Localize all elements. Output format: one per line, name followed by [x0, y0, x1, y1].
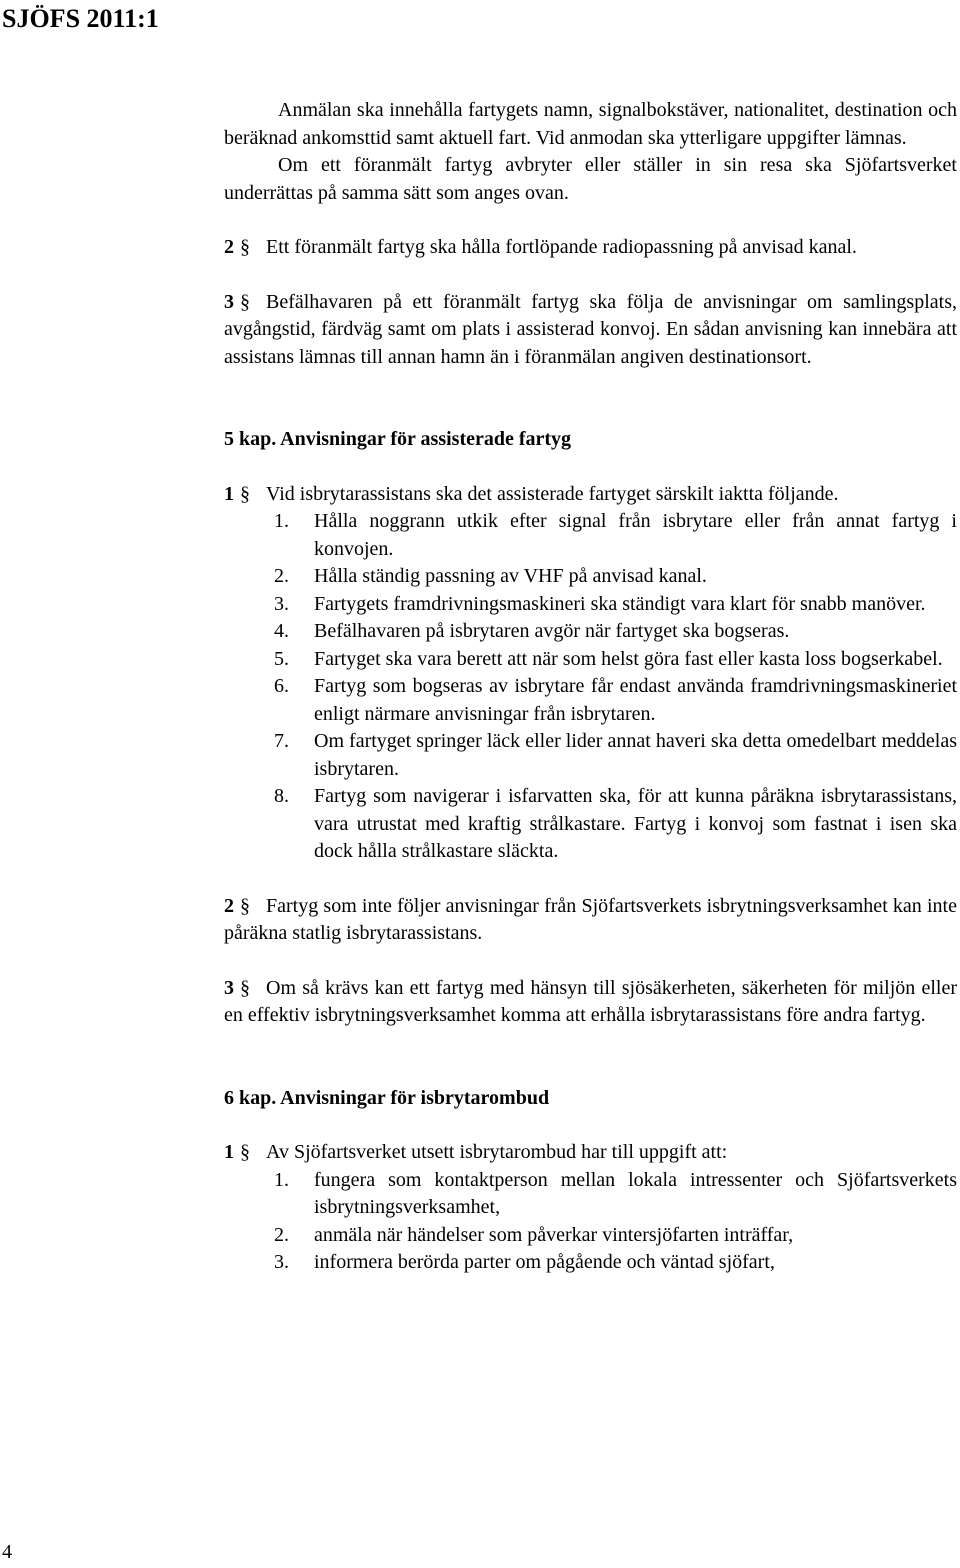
list-item-text: Fartyg som navigerar i isfarvatten ska, för att kunna påräkna isbrytarassistans, vara utrustat med kraftig strålkastare. Fartyg i konvoj som fastnat i isen ska dock hålla strålkastare släckta.: [314, 785, 957, 862]
section-text: Ett föranmält fartyg ska hålla fortlöpande radiopassning på anvisad kanal.: [266, 236, 857, 258]
list-item: [224, 1249, 957, 1277]
list-item: [224, 1222, 957, 1250]
ch5-list: [224, 508, 957, 866]
section-3-ch4: [224, 289, 957, 372]
list-item-text: anmäla när händelser som påverkar vintersjöfarten inträffar,: [314, 1223, 794, 1246]
section-symbol: §: [240, 290, 250, 313]
page-number: 4: [2, 1541, 12, 1563]
section-text: Om så krävs kan ett fartyg med hänsyn till sjösäkerheten, säkerheten för miljön eller en effektiv isbrytningsverksamhet komma att erhålla isbrytarassistans före andra fartyg.: [224, 976, 957, 1026]
list-item-number: 7.: [274, 730, 289, 752]
list-item-text: Fartyget ska vara berett att när som helst göra fast eller kasta loss bogserkabel.: [314, 647, 943, 670]
intro-paragraph-2: Om ett föranmält fartyg avbryter eller ställer in sin resa ska Sjöfartsverket underrättas på samma sätt som anges ovan.: [224, 154, 957, 204]
intro-paragraph-1: Anmälan ska innehålla fartygets namn, signalbokstäver, nationalitet, destination och beräknad ankomsttid samt aktuell fart. Vid anmodan ska ytterligare uppgifter lämnas.: [224, 99, 957, 149]
page-body: [224, 97, 957, 1277]
list-item-number: 3.: [274, 1251, 289, 1273]
list-item-text: Hålla noggrann utkik efter signal från isbrytare eller från annat fartyg i konvojen.: [314, 510, 957, 560]
section-number: 1: [224, 482, 234, 505]
list-item: [224, 673, 957, 728]
list-item: [224, 728, 957, 783]
list-item: [224, 646, 957, 674]
ch6-list: [224, 1167, 957, 1277]
section-symbol: §: [240, 976, 250, 999]
section-symbol: §: [240, 1141, 250, 1163]
section-text: Vid isbrytarassistans ska det assisterade fartyget särskilt iaktta följande.: [266, 482, 839, 505]
list-item: [224, 783, 957, 866]
section-number: 2: [224, 894, 234, 917]
list-item-number: 2.: [274, 1223, 289, 1246]
section-1-ch5: [224, 481, 957, 509]
chapter-5-heading: 5 kap. Anvisningar för assisterade fartyg: [224, 428, 572, 450]
list-item: [224, 618, 957, 646]
list-item-number: 4.: [274, 620, 289, 642]
list-item-text: Befälhavaren på isbrytaren avgör när fartyget ska bogseras.: [314, 620, 790, 642]
section-number: 1: [224, 1141, 234, 1163]
list-item-text: informera berörda parter om pågående och väntad sjöfart,: [314, 1251, 775, 1273]
list-item-number: 8.: [274, 785, 289, 807]
list-item-number: 1.: [274, 1168, 289, 1191]
section-symbol: §: [240, 894, 250, 917]
section-text: Befälhavaren på ett föranmält fartyg ska följa de anvisningar om samlingsplats, avgångstid, färdväg samt om plats i assisterad konvoj. En sådan anvisning kan innebära att assistans lämnas till annan hamn än i föranmälan angiven destinationsort.: [224, 290, 957, 368]
list-item-number: 6.: [274, 675, 289, 697]
section-number: 2: [224, 236, 234, 258]
section-2-ch5: [224, 893, 957, 948]
list-item-text: Fartygets framdrivningsmaskineri ska ständigt vara klart för snabb manöver.: [314, 592, 926, 615]
list-item: [224, 508, 957, 563]
section-3-ch5: [224, 975, 957, 1030]
running-head: SJÖFS 2011:1: [2, 4, 159, 33]
list-item-text: Fartyg som bogseras av isbrytare får endast använda framdrivningsmaskineriet enligt närmare anvisningar från isbrytaren.: [314, 675, 957, 725]
list-item: [224, 591, 957, 619]
section-1-ch6: [224, 1139, 957, 1167]
section-number: 3: [224, 976, 234, 999]
section-symbol: §: [240, 482, 250, 505]
section-text: Av Sjöfartsverket utsett isbrytarombud har till uppgift att:: [266, 1141, 728, 1163]
list-item-number: 1.: [274, 510, 289, 532]
section-number: 3: [224, 290, 234, 313]
section-2-ch4: [224, 234, 957, 262]
list-item: [224, 1167, 957, 1222]
list-item-text: Hålla ständig passning av VHF på anvisad kanal.: [314, 565, 707, 587]
list-item-number: 5.: [274, 647, 289, 670]
list-item-text: Om fartyget springer läck eller lider annat haveri ska detta omedelbart meddelas isbrytaren.: [314, 730, 957, 780]
chapter-6-heading: 6 kap. Anvisningar för isbrytarombud: [224, 1086, 550, 1109]
section-symbol: §: [240, 236, 250, 258]
list-item-text: fungera som kontaktperson mellan lokala intressenter och Sjöfartsverkets isbrytningsverksamhet,: [314, 1168, 957, 1218]
section-text: Fartyg som inte följer anvisningar från Sjöfartsverkets isbrytningsverksamhet kan inte påräkna statlig isbrytarassistans.: [224, 894, 957, 944]
list-item: [224, 563, 957, 591]
list-item-number: 3.: [274, 592, 289, 615]
list-item-number: 2.: [274, 565, 289, 587]
